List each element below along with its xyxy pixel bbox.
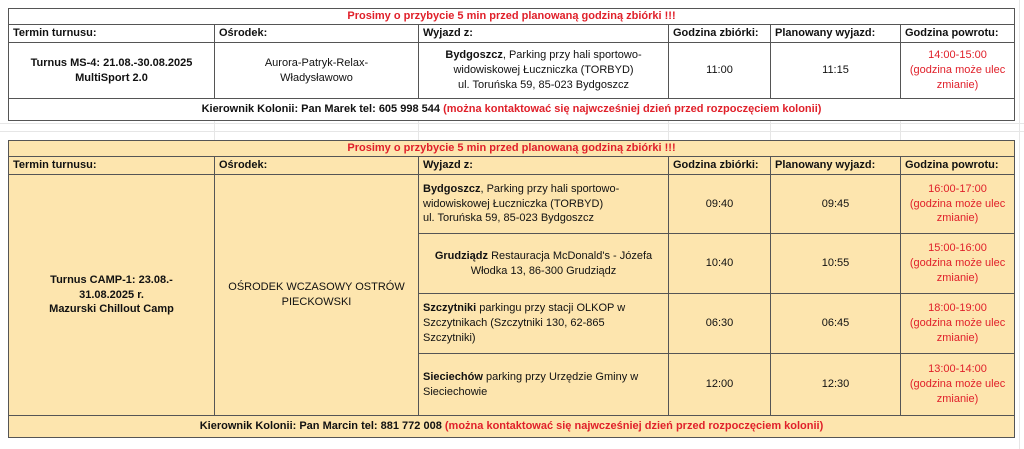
header-term: Termin turnusu: — [9, 157, 215, 175]
schedule-table-camp1 — [8, 140, 1015, 438]
return-time: 15:00-16:00 — [928, 242, 987, 255]
camp-leader-row — [9, 99, 1015, 121]
departure-address: widowiskowej Łuczniczka (TORBYD) — [453, 64, 634, 77]
contact-note: (można kontaktować się najwcześniej dzień przed rozpoczęciem kolonii) — [444, 420, 824, 433]
departure-cell — [419, 175, 669, 234]
departure-address: Włodka 13, 86-300 Grudziądz — [470, 264, 617, 277]
center-line: OŚRODEK WCZASOWY OSTRÓW — [228, 281, 405, 294]
term-cell — [9, 43, 215, 99]
camp-leader-contact: Kierownik Kolonii: Pan Marek tel: 605 998 544 — [201, 103, 440, 116]
term-line: Mazurski Chillout Camp — [49, 303, 174, 316]
return-note: zmianie) — [936, 271, 979, 284]
gather-time: 11:00 — [669, 43, 771, 99]
departure-city: Bydgoszcz — [423, 182, 481, 195]
center-line: Aurora-Patryk-Relax- — [264, 56, 369, 69]
header-departure: Wyjazd z: — [419, 25, 669, 43]
return-note: (godzina może ulec — [909, 317, 1006, 330]
gather-time: 06:30 — [669, 294, 771, 354]
return-time: 13:00-14:00 — [928, 363, 987, 376]
arrival-notice: Prosimy o przybycie 5 min przed planowaną godziną zbiórki !!! — [9, 9, 1015, 25]
departure-city: Grudziądz — [434, 249, 489, 262]
header-planned-departure: Planowany wyjazd: — [771, 157, 901, 175]
departure-cell — [419, 43, 669, 99]
header-gather-time: Godzina zbiórki: — [669, 157, 771, 175]
center-cell — [215, 43, 419, 99]
departure-city: Szczytniki — [423, 302, 477, 315]
planned-departure: 10:55 — [771, 234, 901, 294]
return-cell — [901, 354, 1015, 416]
schedule-table-ms4 — [8, 8, 1015, 121]
return-cell — [901, 43, 1015, 99]
center-cell — [215, 175, 419, 416]
return-cell — [901, 294, 1015, 354]
planned-departure: 06:45 — [771, 294, 901, 354]
departure-address: , Parking przy hali sportowo- — [502, 49, 642, 62]
departure-cell — [419, 234, 669, 294]
departure-address: Szczytnikach (Szczytniki 130, 62-865 — [423, 317, 605, 330]
departure-cell — [419, 354, 669, 416]
planned-departure: 12:30 — [771, 354, 901, 416]
term-line: 31.08.2025 r. — [79, 288, 144, 301]
return-note: (godzina może ulec — [909, 197, 1006, 210]
header-center: Ośrodek: — [215, 157, 419, 175]
return-note: (godzina może ulec — [909, 64, 1006, 77]
header-center: Ośrodek: — [215, 25, 419, 43]
departure-address: Szczytniki) — [423, 331, 476, 344]
header-term: Termin turnusu: — [9, 25, 215, 43]
departure-address: Restauracja McDonald's - Józefa — [488, 249, 653, 262]
departure-address: parkingu przy stacji OLKOP w — [476, 302, 626, 315]
planned-departure: 11:15 — [771, 43, 901, 99]
departure-city: Sieciechów — [423, 370, 483, 383]
departure-address: ul. Toruńska 59, 85-023 Bydgoszcz — [423, 212, 595, 225]
header-gather-time: Godzina zbiórki: — [669, 25, 771, 43]
departure-address: widowiskowej Łuczniczka (TORBYD) — [423, 197, 604, 210]
return-cell — [901, 234, 1015, 294]
return-note: zmianie) — [936, 392, 979, 405]
departure-address: , Parking przy hali sportowo- — [480, 182, 620, 195]
departure-cell — [419, 294, 669, 354]
return-note: (godzina może ulec — [909, 378, 1006, 391]
arrival-notice: Prosimy o przybycie 5 min przed planowaną godziną zbiórki !!! — [9, 141, 1015, 157]
camp-leader-contact: Kierownik Kolonii: Pan Marcin tel: 881 772 008 — [199, 420, 442, 433]
return-time: 16:00-17:00 — [928, 182, 987, 195]
departure-address: parking przy Urzędzie Gminy w — [482, 370, 639, 383]
center-line: PIECKOWSKI — [281, 296, 352, 308]
return-note: zmianie) — [936, 78, 979, 91]
departure-city: Bydgoszcz — [445, 49, 503, 62]
return-note: (godzina może ulec — [909, 257, 1006, 270]
center-line: Władysławowo — [280, 71, 353, 84]
gather-time: 12:00 — [669, 354, 771, 416]
header-return-time: Godzina powrotu: — [901, 157, 1015, 175]
contact-note: (można kontaktować się najwcześniej dzień przed rozpoczęciem kolonii) — [443, 103, 822, 116]
gather-time: 09:40 — [669, 175, 771, 234]
header-planned-departure: Planowany wyjazd: — [771, 25, 901, 43]
term-line: MultiSport 2.0 — [75, 71, 148, 84]
term-line: Turnus MS-4: 21.08.-30.08.2025 — [30, 56, 193, 69]
header-departure: Wyjazd z: — [419, 157, 669, 175]
departure-address: Sieciechowie — [423, 385, 488, 398]
term-cell — [9, 175, 215, 416]
camp-leader-row — [9, 416, 1015, 438]
return-cell — [901, 175, 1015, 234]
header-return-time: Godzina powrotu: — [901, 25, 1015, 43]
term-line: Turnus CAMP-1: 23.08.- — [50, 273, 173, 286]
gather-time: 10:40 — [669, 234, 771, 294]
return-note: zmianie) — [936, 331, 979, 344]
return-time: 18:00-19:00 — [928, 302, 987, 315]
departure-address: ul. Toruńska 59, 85-023 Bydgoszcz — [457, 78, 629, 91]
return-time: 14:00-15:00 — [928, 49, 987, 62]
return-note: zmianie) — [936, 212, 979, 225]
planned-departure: 09:45 — [771, 175, 901, 234]
